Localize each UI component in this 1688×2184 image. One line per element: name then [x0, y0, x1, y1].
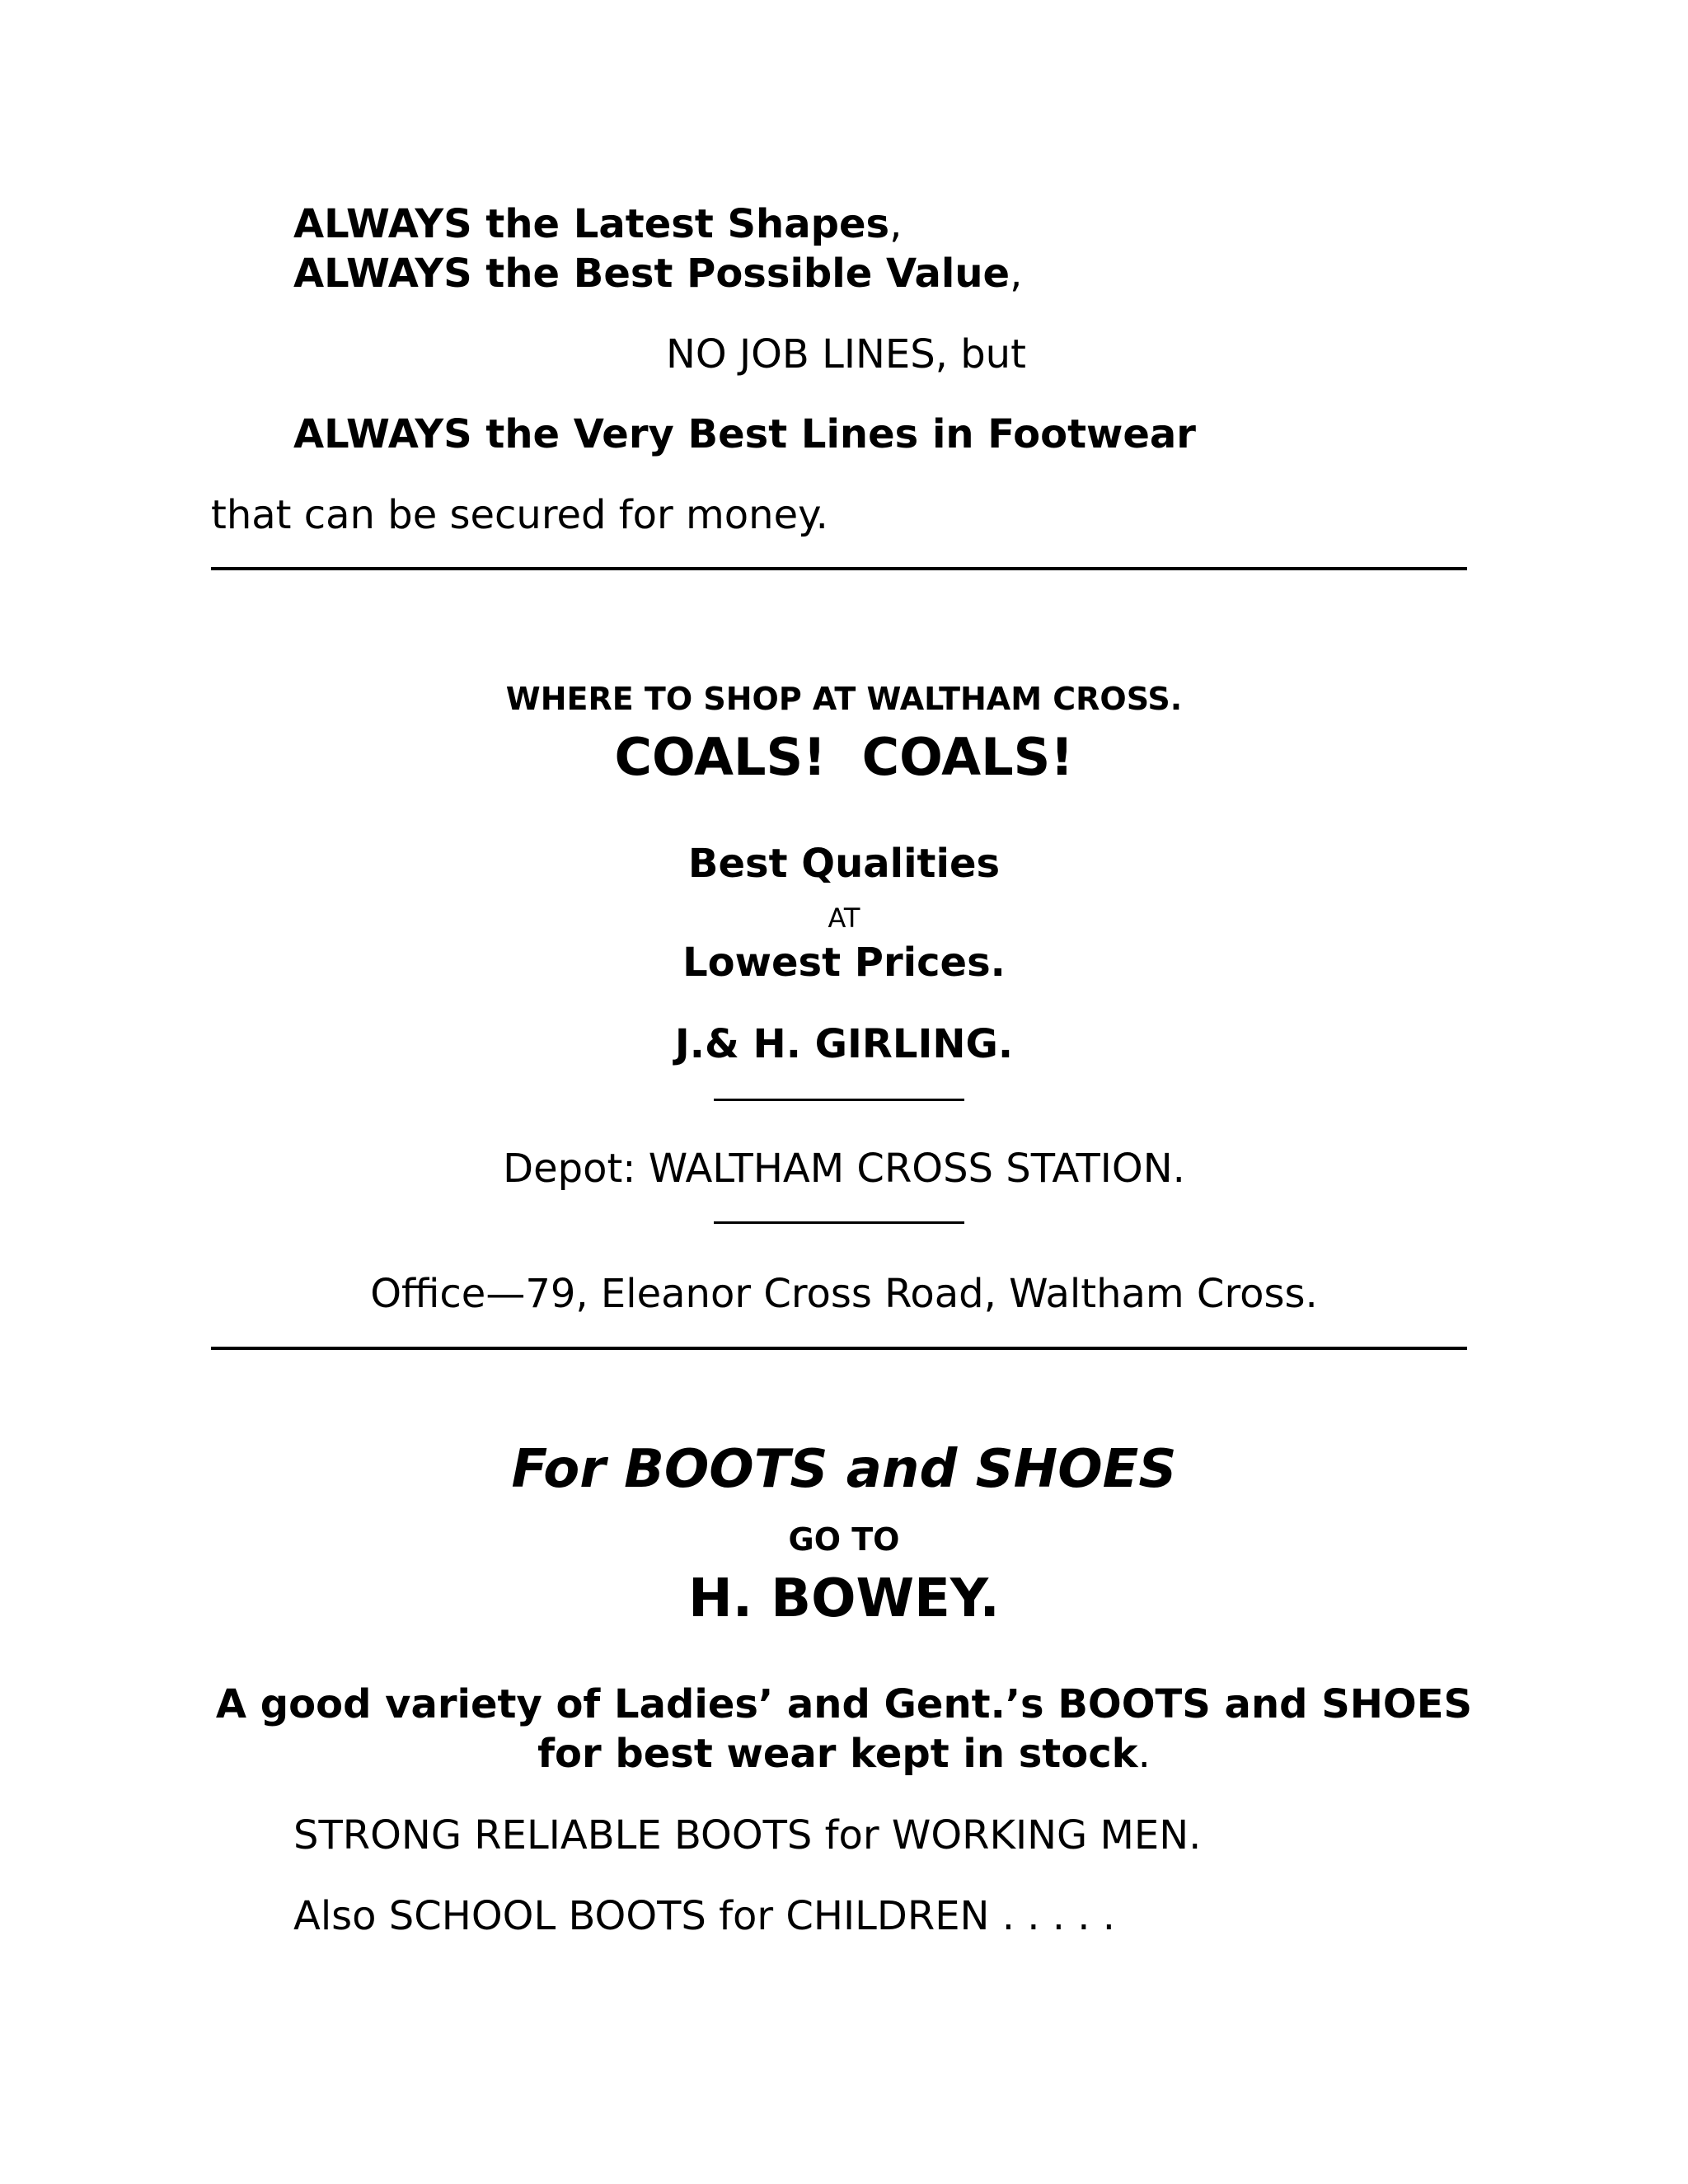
- go-to-label: GO TO: [788, 1521, 900, 1558]
- secured-for-money: that can be secured for money.: [211, 492, 828, 538]
- best-value-line: [293, 251, 1023, 297]
- bowey-name: H. BOWEY.: [688, 1568, 1000, 1629]
- latest-shapes-comma: ,: [889, 201, 903, 247]
- best-qualities: Best Qualities: [687, 841, 1001, 887]
- depot-address: Depot: WALTHAM CROSS STATION.: [503, 1146, 1185, 1192]
- very-best-lines: ALWAYS the Very Best Lines in Footwear: [293, 411, 1196, 457]
- divider-short-1: [714, 1099, 964, 1101]
- no-job-lines: NO JOB LINES, but: [666, 331, 1026, 377]
- strong-boots: STRONG RELIABLE BOOTS for WORKING MEN.: [293, 1812, 1202, 1858]
- coals-title: COALS! COALS!: [614, 727, 1074, 787]
- divider-2: [211, 1347, 1467, 1350]
- girling-name: J.& H. GIRLING.: [674, 1021, 1014, 1067]
- boots-shoes-title: For BOOTS and SHOES: [511, 1439, 1177, 1500]
- at-label: AT: [828, 902, 860, 934]
- best-value-comma: ,: [1010, 251, 1023, 297]
- variety-line-2-text: for best wear kept in stock: [537, 1731, 1138, 1777]
- divider-1: [211, 567, 1467, 570]
- divider-short-2: [714, 1221, 964, 1224]
- latest-shapes-text: ALWAYS the Latest Shapes: [293, 201, 890, 247]
- office-address: Office—79, Eleanor Cross Road, Waltham Cross.: [370, 1271, 1318, 1317]
- where-to-shop-heading: WHERE TO SHOP AT WALTHAM CROSS.: [505, 681, 1183, 717]
- latest-shapes-line: [293, 201, 903, 247]
- variety-line-2: [0, 1731, 1688, 1777]
- variety-line-1: A good variety of Ladies’ and Gent.’s BOOTS and SHOES: [215, 1681, 1473, 1727]
- school-boots: Also SCHOOL BOOTS for CHILDREN . . . . .: [293, 1893, 1116, 1939]
- lowest-prices: Lowest Prices.: [682, 940, 1006, 986]
- variety-line-2-period: .: [1137, 1731, 1151, 1777]
- best-value-text: ALWAYS the Best Possible Value: [293, 251, 1010, 297]
